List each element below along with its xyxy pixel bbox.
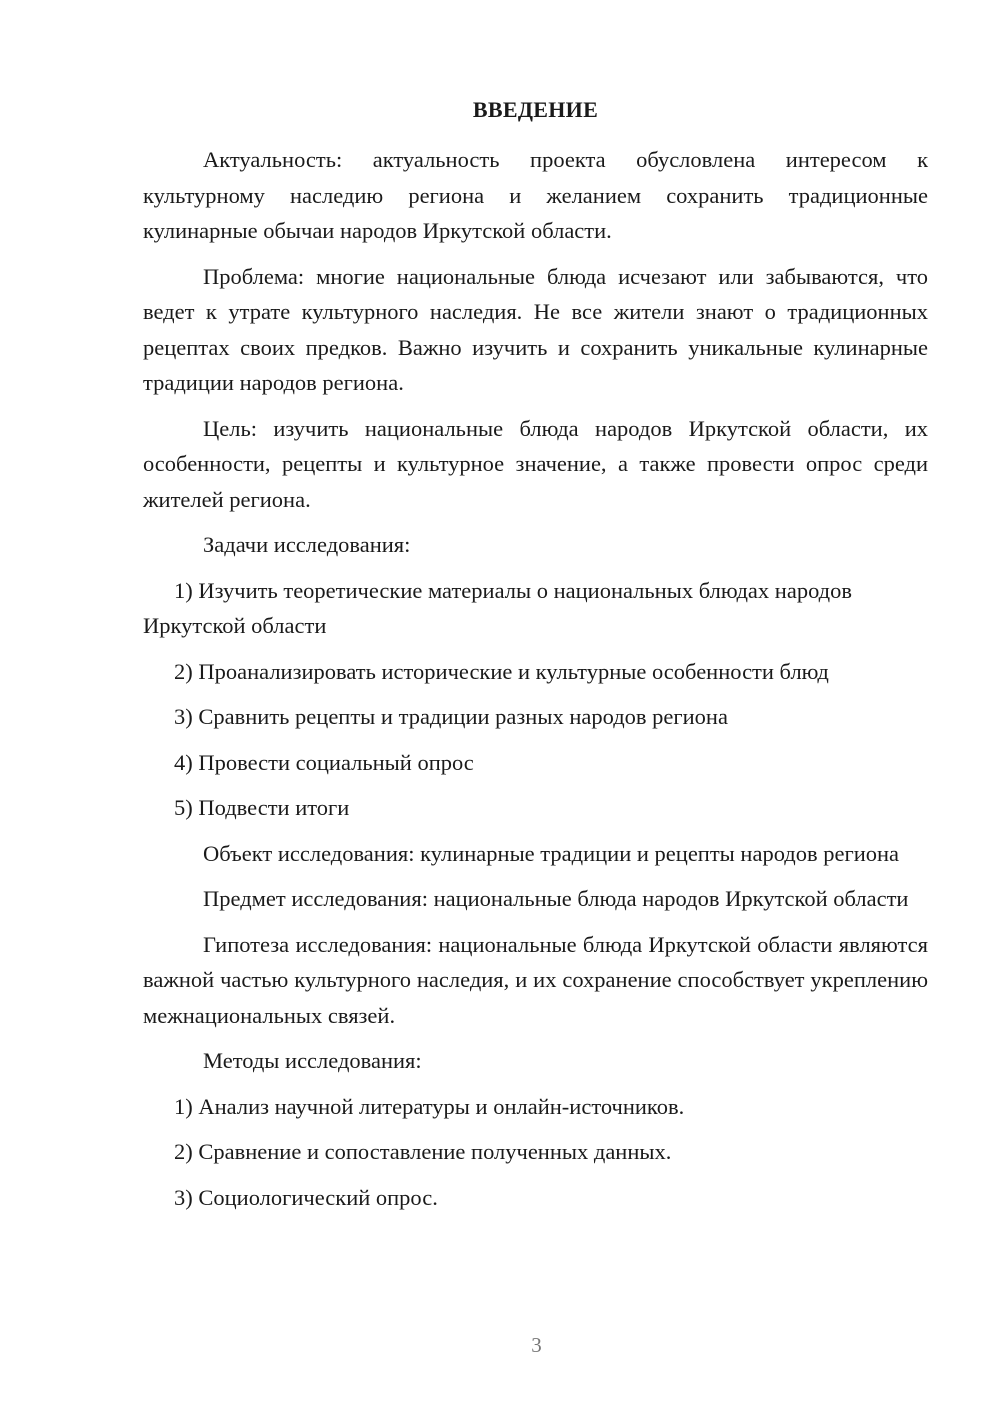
method-item-1: 1) Анализ научной литературы и онлайн-источников. <box>174 1093 685 1119</box>
problem-paragraph: Проблема: многие национальные блюда исчезают или забываются, что ведет к утрате культурного наследия. Не все жители знают о традиционных рецептах своих предков. Важно изучить и сохранить уникальные кулинарные традиции народов региона. <box>143 263 928 395</box>
subject-paragraph: Предмет исследования: национальные блюда народов Иркутской области <box>203 886 909 911</box>
method-item-2: 2) Сравнение и сопоставление полученных данных. <box>174 1139 672 1164</box>
task-item-3: 3) Сравнить рецепты и традиции разных народов региона <box>174 704 728 729</box>
task-item-2: 2) Проанализировать исторические и культурные особенности блюд <box>174 658 829 684</box>
hypothesis-paragraph: Гипотеза исследования: национальные блюда Иркутской области являются важной частью культурного наследия, и их сохранение способствует укреплению межнациональных связей. <box>143 931 928 1028</box>
task-item-1: 1) Изучить теоретические материалы о национальных блюдах народов Иркутской области <box>143 577 852 638</box>
page-number: 3 <box>531 1333 542 1357</box>
method-item-3: 3) Социологический опрос. <box>174 1184 438 1210</box>
methods-heading: Методы исследования: <box>203 1048 422 1073</box>
tasks-heading: Задачи исследования: <box>203 532 411 557</box>
document-body <box>143 142 928 1225</box>
section-title: ВВЕДЕНИЕ <box>472 97 599 122</box>
task-item-5: 5) Подвести итоги <box>174 795 350 820</box>
task-item-4: 4) Провести социальный опрос <box>174 749 474 775</box>
goal-paragraph: Цель: изучить национальные блюда народов Иркутской области, их особенности, рецепты и культурное значение, а также провести опрос среди жителей региона. <box>143 415 928 512</box>
object-paragraph: Объект исследования: кулинарные традиции и рецепты народов региона <box>203 840 900 866</box>
relevance-paragraph: Актуальность: актуальность проекта обусловлена интересом к культурному наследию региона и желанием сохранить традиционные кулинарные обычаи народов Иркутской области. <box>143 147 928 243</box>
